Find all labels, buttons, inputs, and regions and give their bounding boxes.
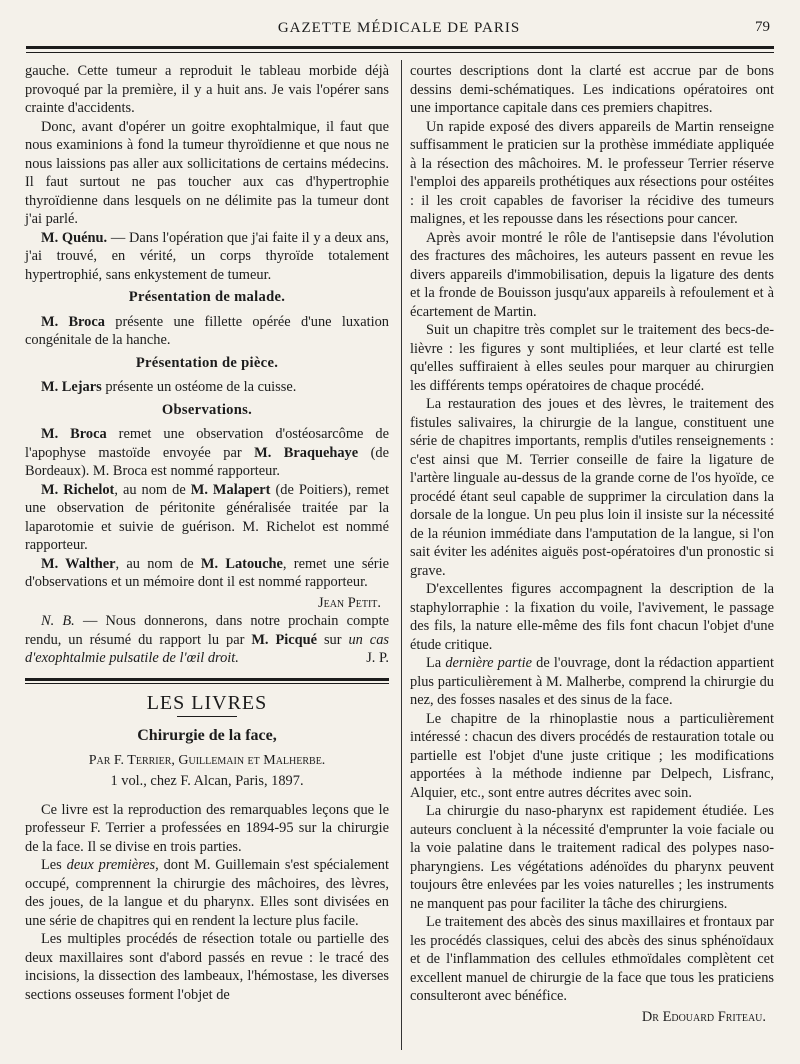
paragraph-text: Les [41, 857, 67, 873]
section-heading: Présentation de malade. [128, 289, 286, 305]
speaker-name: M. Picqué [251, 631, 318, 648]
paragraph-text: — Nous donnerons, dans notre prochain compte rendu, un résumé du rapport lu par [25, 613, 389, 648]
signature: Jean Petit. [317, 594, 381, 611]
speaker-name: M. Walther [41, 555, 116, 572]
paragraph-text: présente un ostéome de la cuisse. [101, 379, 297, 395]
paragraph: D'excellentes figures accompagnent la description de la staphylorraphie : la fixation du voile, l'avivement, le passage des fils, la nature elle-même des fils font chacun l'objet d'une étude critique. [410, 581, 774, 653]
signature: Dr Edouard Friteau. [641, 1008, 766, 1025]
book-authors: Par F. Terrier, Guillemain et Malherbe. [88, 752, 326, 768]
speaker-name: M. Lejars [41, 379, 102, 395]
report-title: un cas d'exophtalmie pulsatile de l'œil droit. [25, 631, 389, 666]
speaker-name: M. Broca [41, 426, 107, 442]
paragraph-text: sur [317, 631, 349, 648]
page-number: 79 [755, 19, 770, 35]
initials: J. P. [366, 650, 389, 666]
speaker-name: M. Quénu. [41, 229, 108, 246]
paragraph-text: La [426, 655, 446, 671]
paragraph [25, 856, 389, 930]
paragraph: courtes descriptions dont la clarté est accrue par de bons dessins demi-schématiques. Les indications opératoires ont une importance capitale dans ces premiers chapitres. [410, 63, 774, 116]
paragraph-text: présente une fillette opérée d'une luxation congénitale de la hanche. [25, 313, 389, 348]
nota-bene [25, 612, 389, 668]
paragraph-text: , au nom de [114, 481, 191, 498]
paragraph: Un rapide exposé des divers appareils de Martin renseigne suffisamment le praticien sur la prothèse immédiate appliquée à la résection des mâchoires. M. le professeur Terrier réserve l'emploi des appareils prothétiques aux résections pour ostéites : il les croit capables de favoriser la récidive des tumeurs malignes, et les repousse dans les résections pour cancer. [410, 118, 774, 227]
paragraph: gauche. Cette tumeur a reproduit le tableau morbide déjà provoqué par la première, il y a huit ans. Je vais l'opérer sans crainte d'accidents. [25, 63, 389, 116]
paragraph-text: — Dans l'opération que j'ai faite il y a deux ans, j'ai trouvé, en vérité, un corps thyroïde totalement hypertrophié, sans enkystement de tumeur. [25, 229, 389, 283]
paragraph: Le traitement des abcès des sinus maxillaires et frontaux par les procédés classiques, celui des abcès des sinus sphénoïdaux et de l'inflammation des cellules ethmoïdales complètent cet excellent manuel de chirurgie de la face que tous les praticiens consulteront avec bénéfice. [410, 914, 774, 1004]
section-separator [25, 678, 389, 684]
paragraph: La chirurgie du naso-pharynx est rapidement étudiée. Les auteurs concluent à la nécessité d'emprunter la voie faciale ou la voie palatine dans le traitement radical des polypes naso-pharyngiens. Les végétations adénoïdes du pharynx peuvent toujours être enlevées par les voies naturelles ; les instruments ne manquent pas pour faciliter la tâche des chirurgiens. [410, 803, 774, 912]
paragraph: Ce livre est la reproduction des remarquables leçons que le professeur F. Terrier a professées en 1894-95 sur la chirurgie de la face. Il se divise en trois parties. [25, 801, 389, 855]
paragraph [25, 481, 389, 555]
speaker-name: M. Latouche [200, 555, 283, 572]
paragraph: Le chapitre de la rhinoplastie nous a particulièrement intéressé : chacun des divers procédés de restauration totale ou partielle est l'objet d'une juste critique ; les modifications apportées à la méthode indienne par Delpech, Lisfranc, Alquier, etc., sont entre autres décrites avec soin. [410, 710, 774, 801]
paragraph-text: , remet une série d'observations et un mémoire dont il est nommé rapporteur. [25, 555, 389, 590]
speaker-name: M. Broca [41, 313, 105, 330]
paragraph [410, 654, 774, 710]
paragraph-text: (de Poitiers), remet une observation de péritonite généralisée traitée par la laparotomie et suivie de guérison. M. Richelot est nommé rapporteur. [25, 481, 389, 553]
title-rule [177, 716, 237, 717]
section-heading: Présentation de pièce. [135, 354, 279, 371]
emphasis: deux premières [66, 857, 156, 873]
emphasis: dernière partie [445, 655, 533, 671]
journal-title: GAZETTE MÉDICALE DE PARIS [277, 20, 521, 36]
speaker-name: M. Malapert [190, 481, 271, 498]
paragraph [25, 229, 389, 285]
paragraph-text: de l'ouvrage, dont la rédaction appartient plus particulièrement à M. Malherbe, comprend la chirurgie du nez, des fosses nasales et des sinus de la face. [410, 655, 774, 708]
header-rule-thin [26, 52, 774, 53]
speaker-name: M. Braquehaye [254, 444, 359, 461]
paragraph [25, 555, 389, 592]
paragraph: Après avoir montré le rôle de l'antisepsie dans l'évolution des fractures des mâchoires, les auteurs passent en revue les divers appareils d'immobilisation, depuis la ligature des dents et la fronde de Bouisson jusqu'aux appareils à refoulement et à écartement de Martin. [410, 229, 774, 320]
paragraph-text: , au nom de [115, 555, 201, 572]
left-column [25, 62, 389, 1004]
paragraph-text: (de Bordeaux). M. Broca est nommé rapporteur. [25, 444, 389, 479]
paragraph: Les multiples procédés de résection totale ou partielle des deux maxillaires sont d'abord passés en revue : le tracé des incisions, la dissection des lambeaux, l'hémostase, les diverses sections osseuses forment l'objet de [25, 931, 389, 1003]
paragraph [25, 425, 389, 481]
nb-label: N. B. [41, 613, 75, 629]
section-title: LES LIVRES [146, 691, 268, 714]
book-title: Chirurgie de la face, [137, 727, 277, 744]
paragraph: Donc, avant d'opérer un goitre exophtalmique, il faut que nous examinions à fond la tumeur thyroïdienne et que nous ne nous laissions pas aller aux sollicitations de certains médecins. Il faut surtout ne pas toucher aux cas d'hypertrophie thyroïdienne dans lesquels on ne délimite pas la tumeur dont j'ai parlé. [25, 118, 389, 227]
column-separator [401, 60, 402, 1050]
section-heading: Observations. [161, 401, 253, 418]
running-head [28, 18, 770, 40]
paragraph-text: remet une observation d'ostéosarcôme de l'apophyse mastoïde envoyée par [25, 426, 389, 461]
speaker-name: M. Richelot [41, 481, 115, 498]
right-column [410, 62, 774, 1026]
paragraph-text: , dont M. Guillemain s'est spécialement occupé, comprennent la chirurgie des mâchoires, des lèvres, des joues, de la langue et du pharynx. Elles sont divisées en une série de chapitres qui en rendent la lecture plus facile. [25, 857, 389, 929]
paragraph [25, 313, 389, 350]
header-rule-thick [26, 46, 774, 49]
paragraph: La restauration des joues et des lèvres, le traitement des fistules salivaires, la chirurgie de la langue, constituent une série de chapitres importants, remplis d'utiles renseignements : c'est ainsi que M. Terrier conseille de faire la ligature de l'artère linguale au-dessus de la grande corne de l'os hyoïde, ce procédé étant seul capable de supprimer la circulation dans la dorsale de la longue. Un peu plus loin il insiste sur la nécessité de la réunion immédiate dans l'amputation de la langue, si l'on sait éviter les adénites aiguës post-opératoires d'un pronostic si grave. [410, 396, 774, 579]
book-publication: 1 vol., chez F. Alcan, Paris, 1897. [110, 773, 304, 789]
paragraph [25, 378, 389, 397]
paragraph: Suit un chapitre très complet sur le traitement des becs-de-lièvre : les figures y sont multipliées, et leur clarté est telle qu'elles suffiraient à elles seules pour marquer au chirurgien les différents temps opératoires de chaque procédé. [410, 322, 774, 394]
